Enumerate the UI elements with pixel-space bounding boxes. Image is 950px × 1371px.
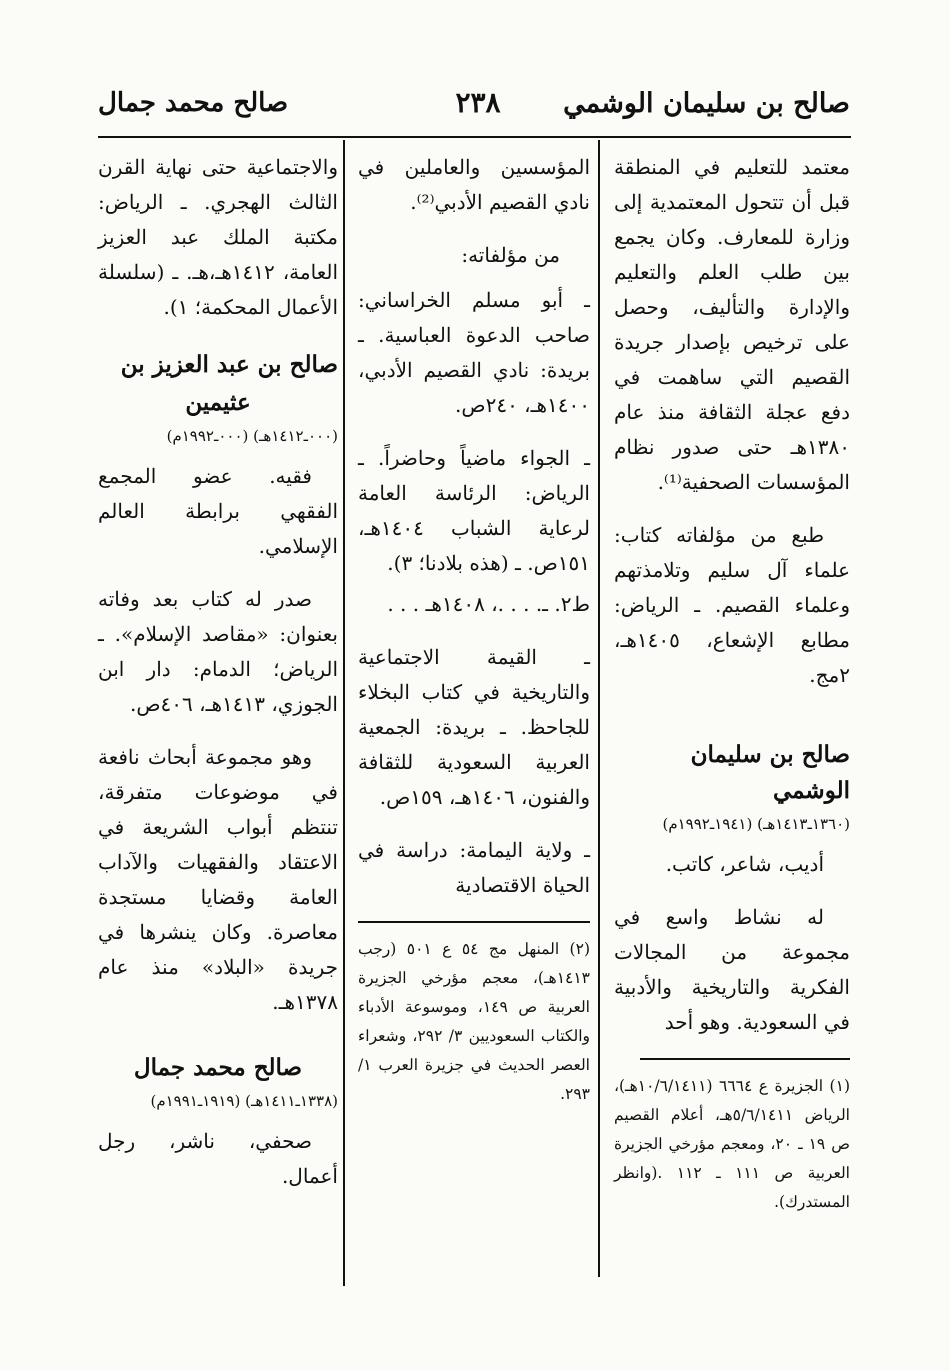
footnote: (٢) المنهل مج ٥٤ ع ٥٠١ (رجب ١٤١٣هـ)، معجم مؤرخي الجزيرة العربية ص ١٤٩، وموسوعة الأدباء والكتاب السعوديين ٣/ ٢٩٢، وشعراء العصر الحديث في جزيرة العرب ١/ ٢٩٣.: [358, 940, 591, 1103]
column-divider-right: [598, 140, 600, 1277]
entry-title-continued: عثيمين: [185, 389, 251, 416]
paragraph: وهو مجموعة أبحاث نافعة في موضوعات متفرقة، تنتظم أبواب الشريعة في الاعتقاد والفقهيات والآداب العامة وقضايا مستجدة معاصرة. وكان ينشرها في جريدة «البلاد» منذ عام ١٣٧٨هـ.: [98, 745, 338, 1014]
header-rule: [98, 136, 851, 138]
column-right: [614, 150, 850, 1217]
page-number: ٢٣٨: [455, 86, 501, 119]
work-entry: ـ أبو مسلم الخراساني: صاحب الدعوة العباسية. ـ بريدة: نادي القصيم الأدبي، ١٤٠٠هـ، ٢٤٠ص.: [358, 288, 590, 417]
column-left: [98, 150, 338, 1212]
paragraph: صحفي، ناشر، رجل أعمال.: [98, 1129, 338, 1188]
work-entry: ط٢. ـ. . . .، ١٤٠٨هـ . . .: [387, 592, 590, 616]
footnote-rule: [358, 921, 590, 923]
paragraph: صدر له كتاب بعد وفاته بعنوان: «مقاصد الإسلام». ـ الرياض؛ الدمام: دار ابن الجوزي، ١٤١٣هـ، ٤٠٦ص.: [98, 587, 338, 716]
paragraph: معتمد للتعليم في المنطقة قبل أن تتحول المعتمدية إلى وزارة للمعارف. وكان يجمع بين طلب العلم والتعليم والإدارة والتأليف، وحصل على ترخيص بإصدار جريدة القصيم التي ساهمت في دفع عجلة الثقافة منذ عام ١٣٨٠هـ حتى صدور نظام المؤسسات الصحفية⁽¹⁾.: [614, 155, 850, 494]
paragraph: له نشاط واسع في مجموعة من المجالات الفكرية والتاريخية والأدبية في السعودية. وهو أحد: [614, 905, 850, 1034]
paragraph: أديب، شاعر، كاتب.: [665, 852, 824, 876]
subheading: من مؤلفاته:: [461, 243, 560, 267]
work-entry: ـ ولاية اليمامة: دراسة في الحياة الاقتصادية: [358, 838, 590, 897]
column-middle: [358, 150, 590, 1109]
paragraph: فقيه. عضو المجمع الفقهي برابطة العالم الإسلامي.: [98, 464, 338, 558]
header-right-title: صالح بن سليمان الوشمي: [563, 88, 850, 119]
paragraph: المؤسسين والعاملين في نادي القصيم الأدبي⁽²⁾.: [358, 155, 590, 214]
entry-title: صالح بن عبد العزيز بن: [120, 351, 338, 378]
paragraph: والاجتماعية حتى نهاية القرن الثالث الهجري. ـ الرياض: مكتبة الملك عبد العزيز العامة، ١٤١٢هـ،هـ. ـ (سلسلة الأعمال المحكمة؛ ١).: [98, 155, 338, 319]
entry-dates: (١٣٣٨ـ١٤١١هـ) (١٩١٩ـ١٩٩١م): [150, 1092, 338, 1110]
entry-dates: (١٣٦٠ـ١٤١٣هـ) (١٩٤١ـ١٩٩٢م): [662, 815, 850, 833]
work-entry: ـ الجواء ماضياً وحاضراً. ـ الرياض: الرئاسة العامة لرعاية الشباب ١٤٠٤هـ، ١٥١ص. ـ (هذه بلادنا؛ ٣).: [358, 446, 590, 575]
footnote-rule: [640, 1058, 850, 1060]
column-divider-left: [343, 140, 345, 1286]
footnote: (١) الجزيرة ع ٦٦٦٤ (١٠/٦/١٤١١هـ)، الرياض ٥/٦/١٤١١هـ، أعلام القصيم ص ١٩ ـ ٢٠، ومعجم مؤرخي الجزيرة العربية ص ١١١ ـ ١١٢ .(وانظر المستدرك).: [614, 1077, 850, 1211]
header-left-title: صالح محمد جمال: [98, 88, 289, 118]
entry-title: صالح بن سليمان الوشمي: [690, 741, 850, 804]
paragraph: طبع من مؤلفاته كتاب: علماء آل سليم وتلامذتهم وعلماء القصيم. ـ الرياض: مطابع الإشعاع، ١٤٠٥هـ، ٢مج.: [614, 523, 850, 687]
entry-title: صالح محمد جمال: [133, 1054, 303, 1081]
running-header: [98, 86, 850, 130]
entry-dates: (٠٠٠ـ١٤١٢هـ) (٠٠٠ـ١٩٩٢م): [166, 427, 338, 445]
work-entry: ـ القيمة الاجتماعية والتاريخية في كتاب البخلاء للجاحظ. ـ بريدة: الجمعية العربية السعودية للثقافة والفنون، ١٤٠٦هـ، ١٥٩ص.: [358, 645, 590, 809]
